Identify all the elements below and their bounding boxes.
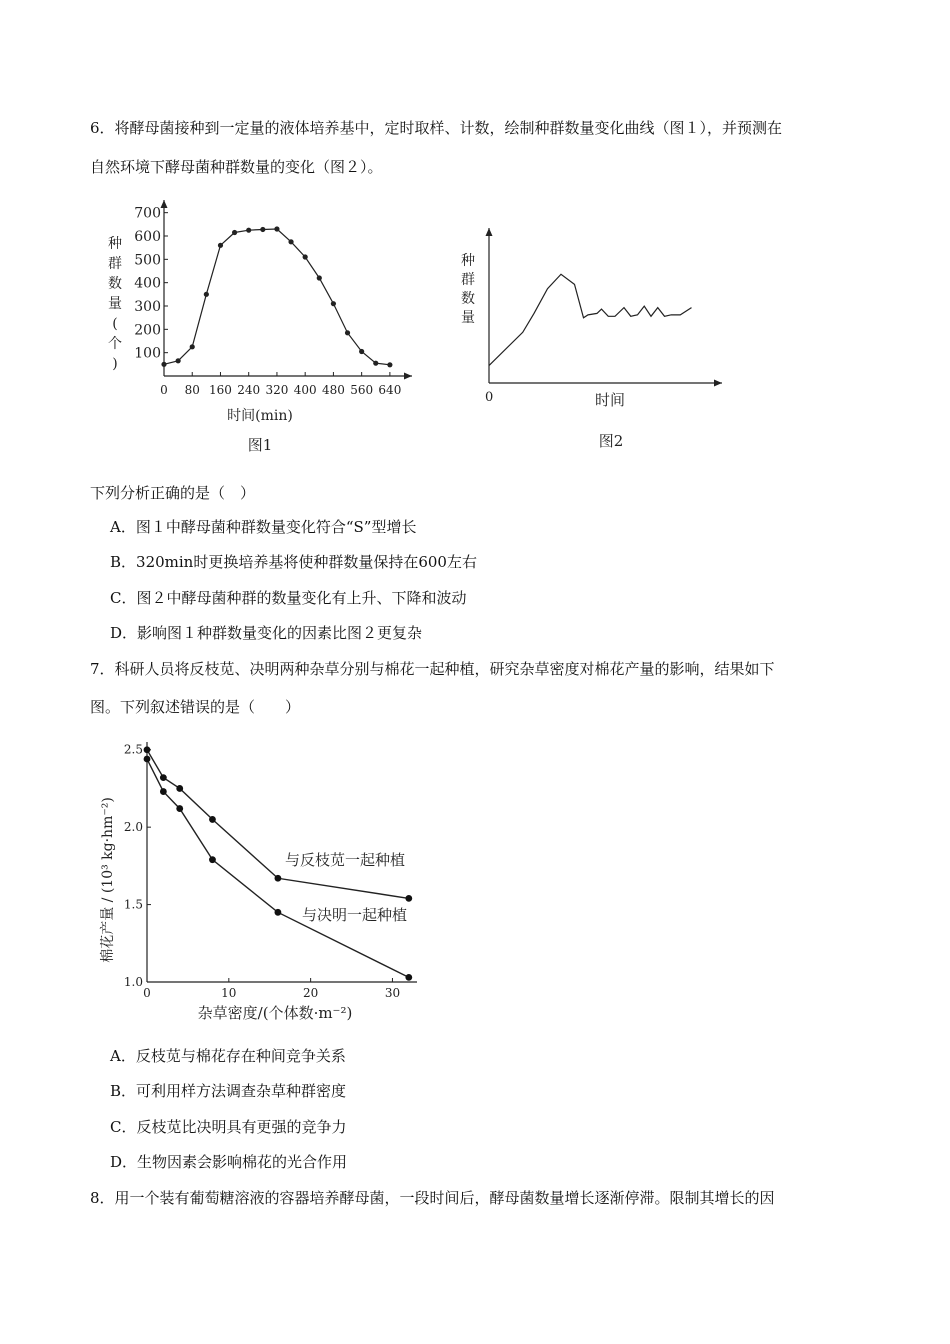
q6-option-a[interactable]: A．图１中酵母菌种群数量变化符合“S”型增长 — [110, 518, 417, 536]
fig1-title: 图1 — [247, 436, 273, 454]
fig1-y-axis-label: 种群数量(个) — [108, 236, 122, 372]
fig2-series-line — [489, 274, 692, 365]
fig2-x-axis-label: 时间 — [594, 391, 626, 409]
fig1-x-tick-label: 80 — [184, 383, 200, 397]
fig2-title: 图2 — [598, 432, 624, 450]
fig1-data-point — [218, 243, 223, 248]
fig3-x-tick-label: 20 — [302, 986, 319, 1000]
fig1-y-tick-label: 500 — [134, 252, 161, 269]
q7-option-d[interactable]: D．生物因素会影响棉花的光合作用 — [110, 1153, 348, 1171]
y-axis-arrow — [161, 200, 168, 208]
fig2-origin-label: 0 — [485, 390, 494, 405]
fig1-data-point — [246, 228, 251, 233]
fig2-y-axis-label: 种群数量 — [461, 253, 475, 326]
fig1-y-tick-label: 300 — [134, 299, 161, 315]
fig1-data-point — [303, 254, 308, 259]
fig1-x-tick-label: 640 — [378, 383, 402, 397]
fig3-data-point — [405, 895, 412, 902]
fig1-y-tick-label: 700 — [134, 205, 161, 222]
fig1-x-tick-label: 560 — [350, 383, 374, 397]
q6-stem-line1: 6．将酵母菌接种到一定量的液体培养基中，定时取样、计数，绘制种群数量变化曲线（图１），并预测在 — [90, 119, 783, 137]
fig1-x-tick-label: 240 — [237, 383, 261, 397]
fig3-data-point — [160, 788, 167, 795]
q6-option-c[interactable]: C．图２中酵母菌种群的数量变化有上升、下降和波动 — [110, 589, 467, 607]
fig1-x-tick-label: 480 — [321, 383, 345, 397]
q7-option-a[interactable]: A．反枝苋与棉花存在种间竞争关系 — [110, 1047, 346, 1065]
q7-stem-line1: 7．科研人员将反枝苋、决明两种杂草分别与棉花一起种植，研究杂草密度对棉花产量的影响，结果如下 — [90, 660, 775, 678]
fig1-data-point — [232, 230, 237, 235]
fig1-data-point — [274, 226, 279, 231]
q7-option-c[interactable]: C．反枝苋比决明具有更强的竞争力 — [110, 1118, 347, 1136]
fig3-x-tick-label: 10 — [221, 986, 237, 1000]
fig1-data-point — [317, 275, 322, 280]
fig3-data-point — [144, 746, 151, 753]
fig1-y-tick-label: 400 — [134, 275, 161, 292]
fig3-x-tick-label: 0 — [143, 986, 151, 1000]
fig1-y-tick-label: 100 — [134, 345, 161, 362]
fig1-x-tick-label: 0 — [160, 383, 168, 397]
fig3-data-point — [405, 974, 412, 981]
fig1-data-point — [288, 239, 293, 244]
fig3-series-label-jueming: 与决明一起种植 — [302, 906, 408, 924]
fig1-data-point — [373, 361, 378, 366]
fig3-y-tick-label: 2.0 — [123, 820, 143, 835]
fig2-chart — [455, 215, 735, 455]
fig1-x-tick-label: 160 — [209, 383, 232, 397]
fig3-y-tick-label: 2.5 — [123, 742, 143, 757]
fig1-y-tick-label: 600 — [134, 229, 161, 245]
fig3-data-point — [176, 785, 183, 792]
q6-prompt: 下列分析正确的是（ ） — [90, 484, 256, 502]
fig3-data-point — [160, 774, 167, 781]
fig3-y-tick-label: 1.0 — [123, 975, 143, 989]
fig1-data-point — [176, 358, 181, 363]
fig1-x-axis-label: 时间(min) — [227, 408, 293, 424]
fig1-data-point — [345, 330, 350, 335]
fig3-series-label-fanzhixian: 与反枝苋一起种植 — [285, 851, 406, 869]
fig3-data-point — [209, 816, 216, 823]
fig3-data-point — [275, 909, 282, 916]
fig3-data-point — [176, 805, 183, 812]
fig3-data-point — [144, 756, 151, 763]
q6-option-b[interactable]: B．320min时更换培养基将使种群数量保持在600左右 — [110, 553, 477, 571]
x-axis-arrow — [714, 380, 722, 387]
q7-option-b[interactable]: B．可利用样方法调查杂草种群密度 — [110, 1082, 347, 1100]
y-axis-arrow — [486, 228, 493, 236]
fig1-data-point — [387, 362, 392, 367]
fig1-y-tick-label: 200 — [134, 322, 161, 339]
fig1-data-point — [260, 227, 265, 232]
fig3-data-point — [209, 856, 216, 863]
fig3-x-axis-label: 杂草密度/(个体数·m⁻²) — [197, 1004, 353, 1022]
fig1-data-point — [359, 349, 364, 354]
x-axis-arrow — [404, 373, 412, 380]
fig1-x-tick-label: 320 — [265, 383, 289, 397]
fig1-data-point — [204, 292, 209, 297]
fig1-chart — [100, 200, 420, 460]
fig3-data-point — [275, 875, 282, 882]
fig1-axes — [161, 200, 413, 380]
fig1-data-point — [331, 301, 336, 306]
fig1-series-line — [164, 229, 390, 365]
fig3-y-tick-label: 1.5 — [123, 897, 143, 912]
fig1-data-point — [190, 344, 195, 349]
q6-stem-line2: 自然环境下酵母菌种群数量的变化（图２）。 — [90, 158, 383, 176]
q8-stem-line1: 8．用一个装有葡萄糖溶液的容器培养酵母菌，一段时间后，酵母菌数量增长逐渐停滞。限制其增长的因 — [90, 1189, 775, 1207]
fig1-data-point — [161, 362, 166, 367]
q7-stem-line2: 图。下列叙述错误的是（ ） — [90, 698, 301, 716]
fig3-y-axis-label: 棉花产量 / (10³ kg·hm⁻²) — [100, 797, 116, 963]
fig3-chart — [95, 725, 445, 1035]
q6-option-d[interactable]: D．影响图１种群数量变化的因素比图２更复杂 — [110, 624, 423, 642]
fig1-x-tick-label: 400 — [293, 383, 317, 397]
fig3-x-tick-label: 30 — [384, 986, 401, 1000]
